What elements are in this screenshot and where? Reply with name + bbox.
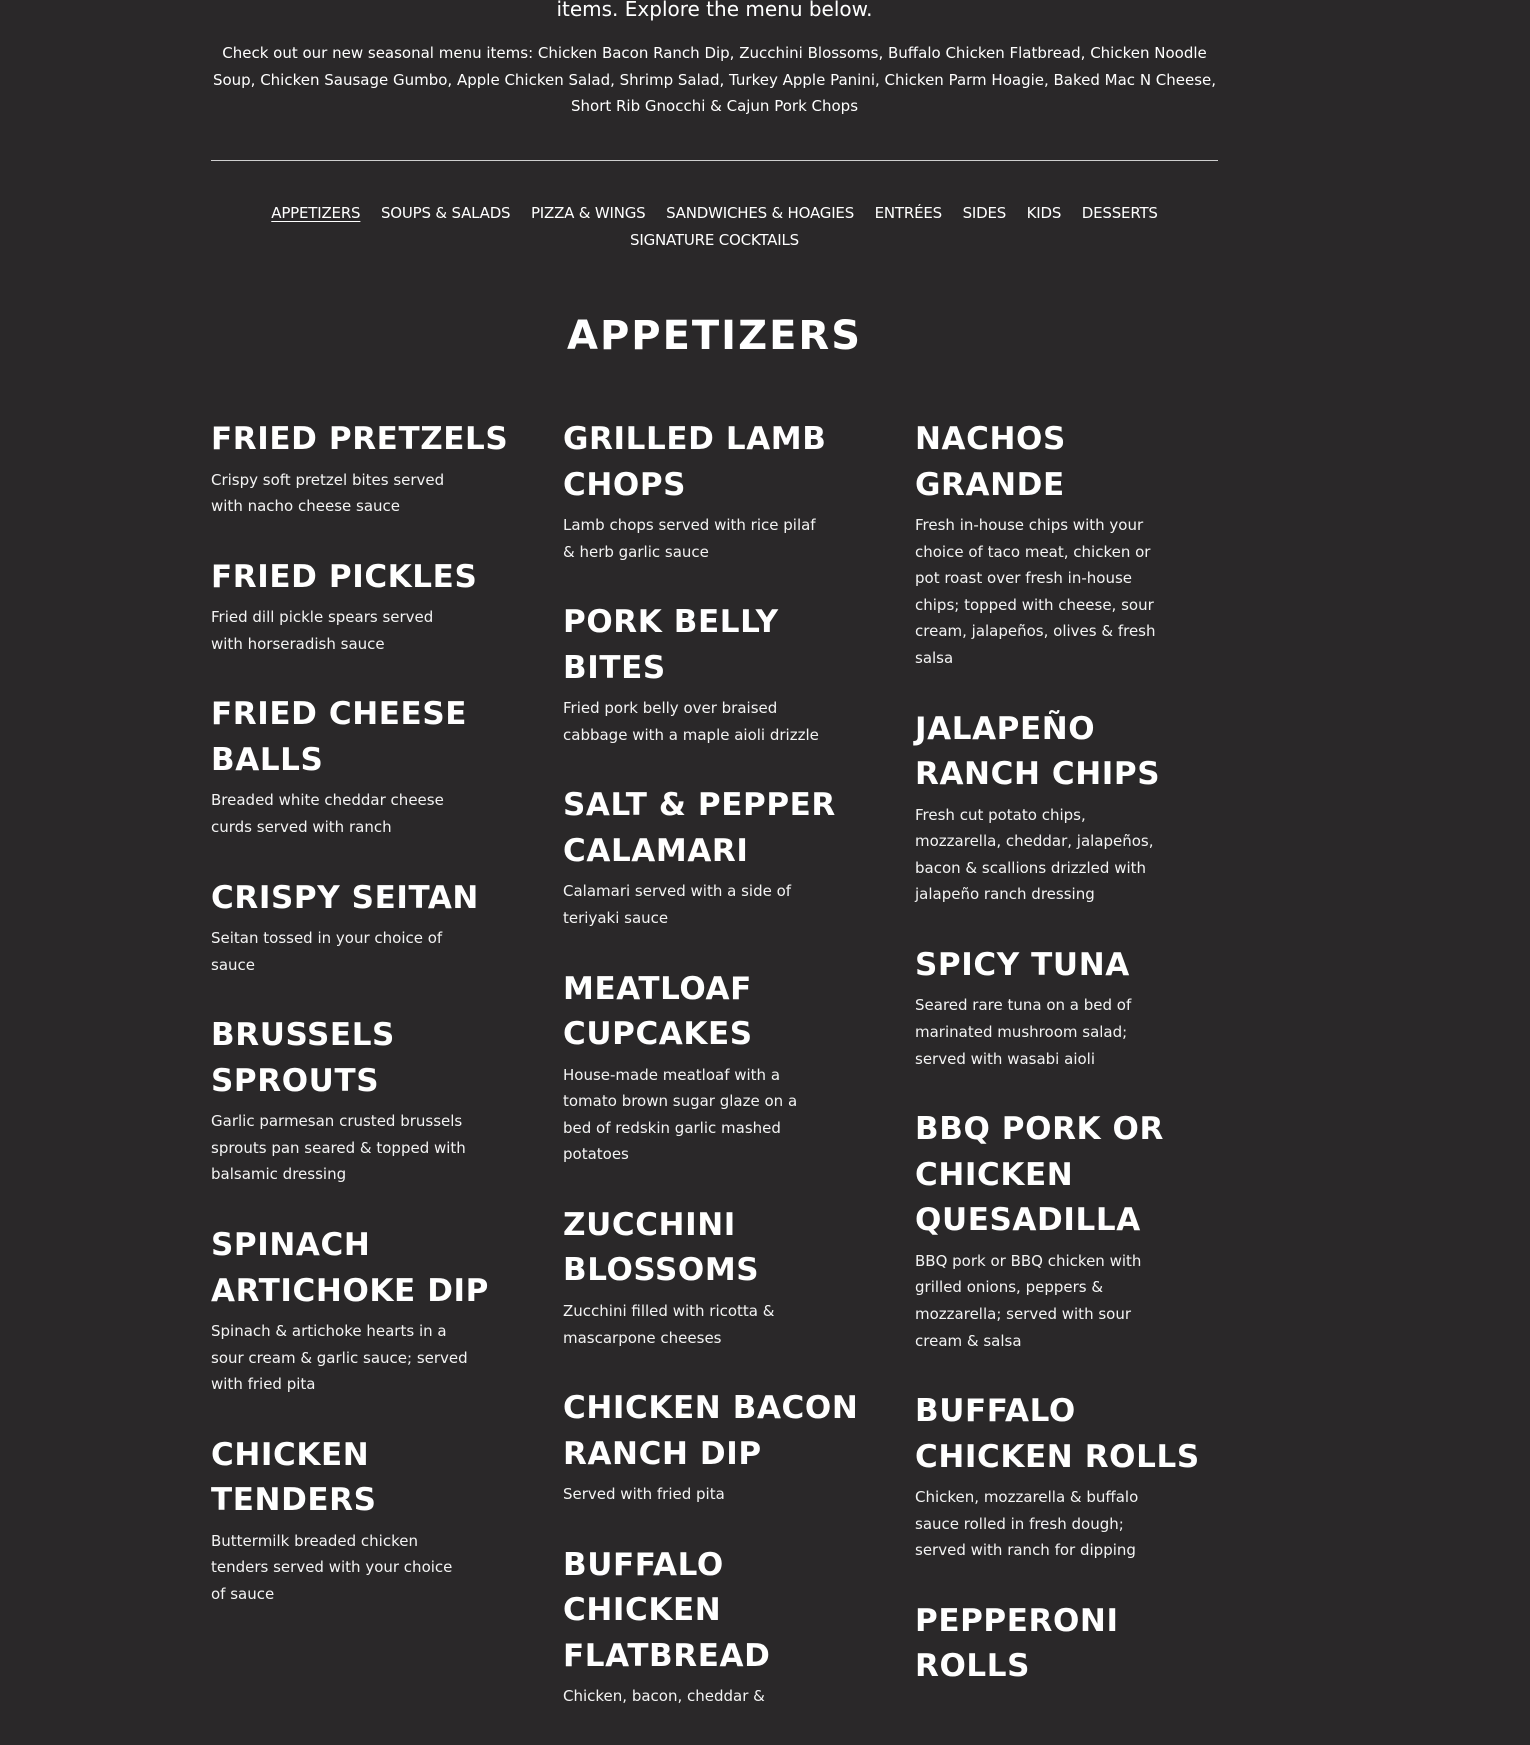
menu-item-name: CRISPY SEITAN xyxy=(211,879,479,916)
section-title: APPETIZERS xyxy=(566,313,863,359)
menu-item-description: Lamb chops served with rice pilaf & herb garlic sauce xyxy=(563,516,816,561)
menu-item-name: PORK BELLY BITES xyxy=(563,604,779,686)
menu-item-description: Fresh cut potato chips, mozzarella, cheddar, jalapeños, bacon & scallions drizzled with jalapeño ranch dressing xyxy=(915,805,1154,904)
menu-item-description: Crispy soft pretzel bites served with nacho cheese sauce xyxy=(211,470,445,516)
menu-item xyxy=(915,707,1215,908)
menu-item-name: FRIED CHEESE BALLS xyxy=(211,696,468,778)
divider xyxy=(211,160,1218,161)
menu-column-3 xyxy=(915,417,1215,1725)
menu-item xyxy=(915,1107,1215,1354)
menu-item xyxy=(563,1203,863,1351)
nav-signature-cocktails[interactable]: SIGNATURE COCKTAILS xyxy=(630,231,799,249)
menu-item-name: CHICKEN TENDERS xyxy=(211,1436,377,1519)
menu-item-description: House-made meatloaf with a tomato brown sugar glaze on a bed of redskin garlic mashed potatoes xyxy=(563,1065,798,1164)
menu-item xyxy=(211,876,511,979)
menu-item xyxy=(211,417,511,520)
menu-item-name: NACHOS GRANDE xyxy=(915,421,1066,503)
menu-item xyxy=(915,1389,1215,1564)
category-nav xyxy=(211,200,1218,254)
seasonal-menu-text: Check out our new seasonal menu items: Chicken Bacon Ranch Dip, Zucchini Blossoms, Buffalo Chicken Flatbread, Chicken Noodle Soup, Chicken Sausage Gumbo, Apple Chicken Salad, Shrimp Salad, Turkey Apple Panini, Chicken Parm Hoagie, Baked Mac N Cheese, Short Rib Gnocchi & Cajun Pork Chops xyxy=(212,44,1217,115)
menu-item-name: GRILLED LAMB CHOPS xyxy=(563,421,827,503)
menu-item-description: Seitan tossed in your choice of sauce xyxy=(211,929,443,974)
menu-item-description: Chicken, mozzarella & buffalo sauce rolled in fresh dough; served with ranch for dipping xyxy=(915,1488,1139,1560)
menu-item-name: SALT & PEPPER CALAMARI xyxy=(563,787,836,869)
menu-item-description: Fried pork belly over braised cabbage with a maple aioli drizzle xyxy=(563,699,819,744)
menu-item-description: Seared rare tuna on a bed of marinated mushroom salad; served with wasabi aioli xyxy=(915,996,1132,1068)
menu-item-description: Spinach & artichoke hearts in a sour cream & garlic sauce; served with fried pita xyxy=(211,1322,468,1394)
menu-item xyxy=(563,600,863,748)
menu-item-name: FRIED PICKLES xyxy=(211,558,478,595)
menu-item xyxy=(915,1599,1215,1690)
menu-item-name: MEATLOAF CUPCAKES xyxy=(563,970,753,1053)
nav-soups-salads[interactable]: SOUPS & SALADS xyxy=(380,204,511,222)
menu-item-name: BUFFALO CHICKEN ROLLS xyxy=(915,1393,1200,1475)
menu-item-name: BRUSSELS SPROUTS xyxy=(211,1017,395,1099)
nav-kids[interactable]: KIDS xyxy=(1026,204,1062,222)
menu-item-name: BUFFALO CHICKEN FLATBREAD xyxy=(563,1546,771,1674)
menu-item-name: BBQ PORK OR CHICKEN QUESADILLA xyxy=(915,1111,1164,1239)
menu-item-description: Chicken, bacon, cheddar & xyxy=(563,1687,765,1706)
menu-item xyxy=(211,692,511,840)
menu-item-description: BBQ pork or BBQ chicken with grilled onions, peppers & mozzarella; served with sour cream & salsa xyxy=(915,1251,1142,1350)
intro-tail-text: items. Explore the menu below. xyxy=(556,0,873,21)
menu-column-2 xyxy=(563,417,863,1745)
nav-sandwiches-hoagies[interactable]: SANDWICHES & HOAGIES xyxy=(666,204,855,222)
menu-item-description: Calamari served with a side of teriyaki sauce xyxy=(563,882,792,927)
menu-item xyxy=(915,943,1215,1072)
menu-item-name: JALAPEÑO RANCH CHIPS xyxy=(915,710,1161,793)
menu-item xyxy=(211,1013,511,1188)
menu-item xyxy=(211,555,511,658)
menu-item xyxy=(563,967,863,1168)
menu-item-description: Served with fried pita xyxy=(563,1485,725,1504)
menu-item xyxy=(563,783,863,931)
menu-item xyxy=(211,1433,511,1608)
menu-item-name: SPINACH ARTICHOKE DIP xyxy=(211,1227,489,1309)
nav-desserts[interactable]: DESSERTS xyxy=(1081,204,1158,222)
nav-entrees[interactable]: ENTRÉES xyxy=(874,204,942,222)
menu-item-description: Garlic parmesan crusted brussels sprouts pan seared & topped with balsamic dressing xyxy=(211,1112,466,1184)
menu-item xyxy=(563,1543,863,1710)
nav-pizza-wings[interactable]: PIZZA & WINGS xyxy=(530,204,646,222)
menu-item xyxy=(915,417,1215,672)
menu-item-description: Breaded white cheddar cheese curds served with ranch xyxy=(211,791,444,836)
nav-appetizers[interactable]: APPETIZERS xyxy=(271,204,361,222)
menu-item-name: ZUCCHINI BLOSSOMS xyxy=(563,1206,760,1289)
menu-item xyxy=(563,417,863,565)
menu-item-description: Buttermilk breaded chicken tenders served with your choice of sauce xyxy=(211,1531,453,1603)
menu-item-name: SPICY TUNA xyxy=(915,946,1130,983)
menu-item xyxy=(211,1223,511,1398)
nav-sides[interactable]: SIDES xyxy=(962,204,1007,222)
menu-item-description: Fresh in-house chips with your choice of taco meat, chicken or pot roast over fresh in-house chips; topped with cheese, sour cream, jalapeños, olives & fresh salsa xyxy=(915,516,1156,667)
menu-item-description: Zucchini filled with ricotta & mascarpone cheeses xyxy=(563,1301,775,1347)
menu-item-description: Fried dill pickle spears served with horseradish sauce xyxy=(211,608,434,653)
menu-item-name: PEPPERONI ROLLS xyxy=(915,1602,1119,1685)
menu-item-name: CHICKEN BACON RANCH DIP xyxy=(563,1390,859,1472)
menu-item-name: FRIED PRETZELS xyxy=(211,421,509,457)
menu-column-1 xyxy=(211,417,511,1643)
menu-item xyxy=(563,1386,863,1508)
